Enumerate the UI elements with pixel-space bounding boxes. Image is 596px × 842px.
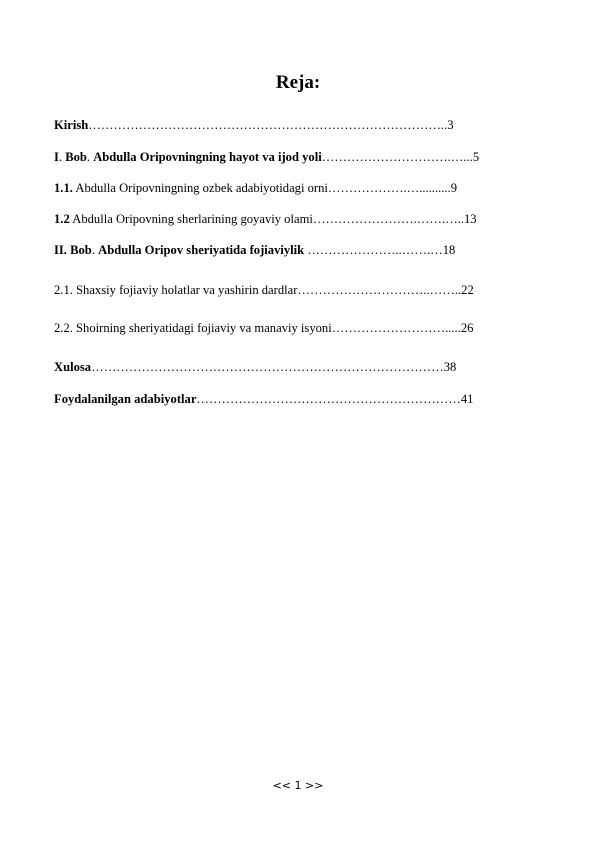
toc-entry-chapter-2[interactable] — [54, 242, 544, 258]
toc-entry-xulosa[interactable] — [54, 359, 544, 375]
toc-entry-title: Foydalanilgan adabiyotlar — [54, 392, 197, 406]
toc-entry-title: Kirish — [54, 118, 89, 132]
toc-entry-number: II. Bob — [54, 243, 92, 257]
toc-entry-page: 41 — [460, 392, 474, 406]
toc-entry-leaders: …………………….…….….. — [312, 212, 464, 226]
toc-entry-page: 38 — [443, 360, 457, 374]
toc-entry-title: Xulosa — [54, 360, 92, 374]
toc-entry-title: Abdulla Oripov sheriyatida fojiaviylik — [98, 243, 305, 257]
toc-entry-title: Abdulla Oripovningning hayot va ijod yoli — [93, 150, 322, 164]
toc-entry-page: 22 — [461, 283, 474, 297]
toc-entry-leaders: ……………………………………………………… — [196, 392, 461, 406]
toc-entry-number: 1.2 — [54, 212, 70, 226]
toc-entry-chapter-1[interactable] — [54, 149, 544, 165]
toc-entry-page: 9 — [450, 181, 457, 195]
toc-entry-leaders: ……………….….......... — [327, 181, 451, 195]
toc-entry-kirish[interactable] — [54, 117, 544, 133]
toc-entry-leaders: …………………..…….… — [304, 243, 443, 257]
toc-entry-leaders: ………………………….…... — [321, 150, 473, 164]
toc-entry-number: 1.1. — [54, 181, 73, 195]
toc-entry-number: I — [54, 150, 59, 164]
toc-entry-separator: . — [86, 150, 94, 164]
toc-entry-title: Abdulla Oripovning sherlarining goyaviy olami — [72, 212, 313, 226]
toc-entry-separator: . — [91, 243, 99, 257]
toc-entry-leaders: …………………………..…….. — [297, 283, 462, 297]
toc-entry-leaders: ………………………………………………………………………… — [91, 360, 444, 374]
toc-entry-page: 5 — [472, 150, 480, 164]
toc-entry-1-1[interactable] — [54, 180, 544, 196]
page-number-footer: << 1 >> — [272, 779, 324, 792]
page-title: Reja: — [275, 72, 321, 93]
toc-entry-2-1[interactable] — [54, 282, 544, 298]
toc-entry-leaders: ………………………………………………………………………….. — [88, 118, 448, 132]
toc-entry-page: 26 — [460, 321, 474, 335]
toc-entry-1-2[interactable] — [54, 211, 544, 227]
toc-entry-page: 3 — [447, 118, 454, 132]
toc-entry-leaders: ………………………..... — [331, 321, 461, 335]
toc-entry-references[interactable] — [54, 391, 544, 407]
toc-entry-title: Abdulla Oripovningning ozbek adabiyotidagi orni — [75, 181, 328, 195]
toc-entry-page: 18 — [442, 243, 456, 257]
toc-entry-chapter-label: Bob — [65, 150, 87, 164]
toc-entry-title: 2.1. Shaxsiy fojiaviy holatlar va yashirin dardlar — [54, 283, 298, 297]
toc-entry-separator: . — [58, 150, 66, 164]
toc-entry-page: 13 — [463, 212, 477, 226]
toc-entry-2-2[interactable] — [54, 320, 544, 336]
toc-entry-title: 2.2. Shoirning sheriyatidagi fojiaviy va manaviy isyoni — [54, 321, 332, 335]
